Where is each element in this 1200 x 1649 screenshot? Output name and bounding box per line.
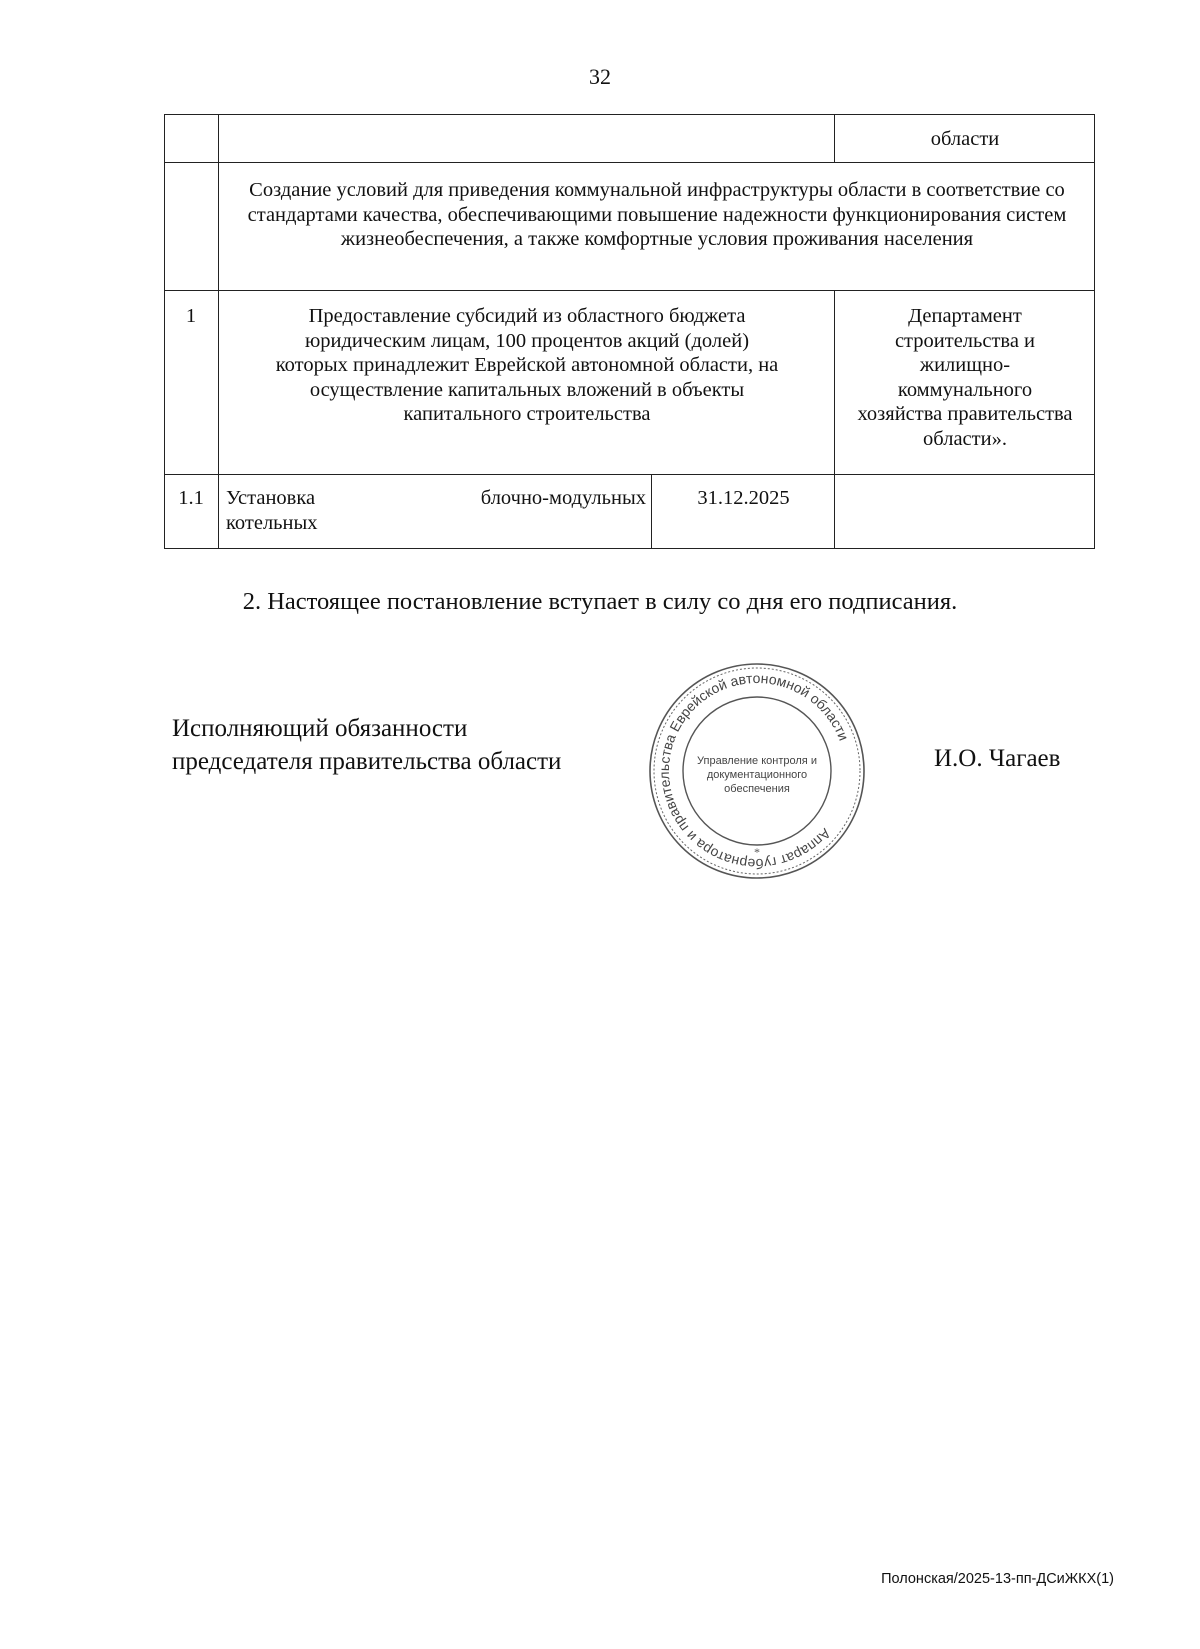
row-number: 1 bbox=[185, 305, 197, 327]
measure-line: осуществление капитальных вложений в объекты bbox=[309, 378, 745, 401]
table-rule bbox=[1094, 114, 1095, 549]
clause-effective-date: 2. Настоящее постановление вступает в силу со дня его подписания. bbox=[242, 588, 958, 615]
executor-line: хозяйства правительства bbox=[857, 403, 1073, 425]
executor-line: Департамент bbox=[908, 305, 1022, 327]
document-code: Полонская/2025-13-пп-ДСиЖКХ(1) bbox=[881, 1571, 1114, 1587]
signatory-title-line: председателя правительства области bbox=[172, 748, 562, 775]
signatory-title bbox=[172, 712, 561, 778]
responsible-executor bbox=[836, 304, 1094, 451]
stamp-inner-line: документационного bbox=[706, 769, 808, 781]
signatory-title-line: Исполняющий обязанности bbox=[172, 715, 468, 742]
executor-line: строительства и bbox=[894, 329, 1036, 352]
measure-line: Предоставление субсидий из областного бюджета bbox=[308, 305, 746, 327]
table-rule bbox=[164, 290, 1095, 291]
stamp-inner-line: Управление контроля и bbox=[697, 755, 817, 767]
table-rule bbox=[164, 474, 1095, 475]
table-rule bbox=[164, 114, 165, 549]
table-rule bbox=[164, 548, 1095, 549]
subitem-date: 31.12.2025 bbox=[697, 487, 790, 509]
stamp-inner-line: обеспечения bbox=[724, 783, 790, 795]
signatory-name: И.О. Чагаев bbox=[934, 745, 1061, 772]
subitem-name-word: блочно-модульных bbox=[480, 487, 646, 509]
official-stamp bbox=[646, 660, 868, 882]
measure-line: юридическим лицам, 100 процентов акций (долей) bbox=[304, 329, 750, 352]
executor-line: коммунального bbox=[897, 378, 1033, 401]
subitem-name bbox=[226, 486, 646, 535]
section-heading: Создание условий для приведения коммунальной инфраструктуры области в соответствие со стандартами качества, обеспечивающими повышение надежности функционирования систем жизнеобеспечения, а также комфортные условия проживания населения bbox=[247, 179, 1067, 250]
table-header-cell: области bbox=[930, 128, 1000, 150]
table-rule bbox=[164, 162, 1095, 163]
stamp-outer-text: Аппарат губернатора и правительства Еврейской автономной области bbox=[655, 669, 853, 873]
row-number: 1.1 bbox=[178, 487, 204, 509]
measure-name bbox=[222, 304, 832, 427]
executor-line: области». bbox=[923, 427, 1007, 450]
subitem-name-word: котельных bbox=[226, 511, 318, 534]
stamp-star-icon: * bbox=[754, 845, 760, 859]
measure-line: которых принадлежит Еврейской автономной области, на bbox=[275, 354, 779, 376]
table-rule bbox=[218, 114, 219, 549]
page-number: 32 bbox=[589, 64, 611, 89]
table-rule bbox=[164, 114, 1095, 115]
measure-line: капитального строительства bbox=[403, 403, 651, 425]
subitem-name-word: Установка bbox=[226, 487, 316, 509]
executor-line: жилищно- bbox=[919, 354, 1011, 376]
measures-table bbox=[164, 114, 1097, 551]
